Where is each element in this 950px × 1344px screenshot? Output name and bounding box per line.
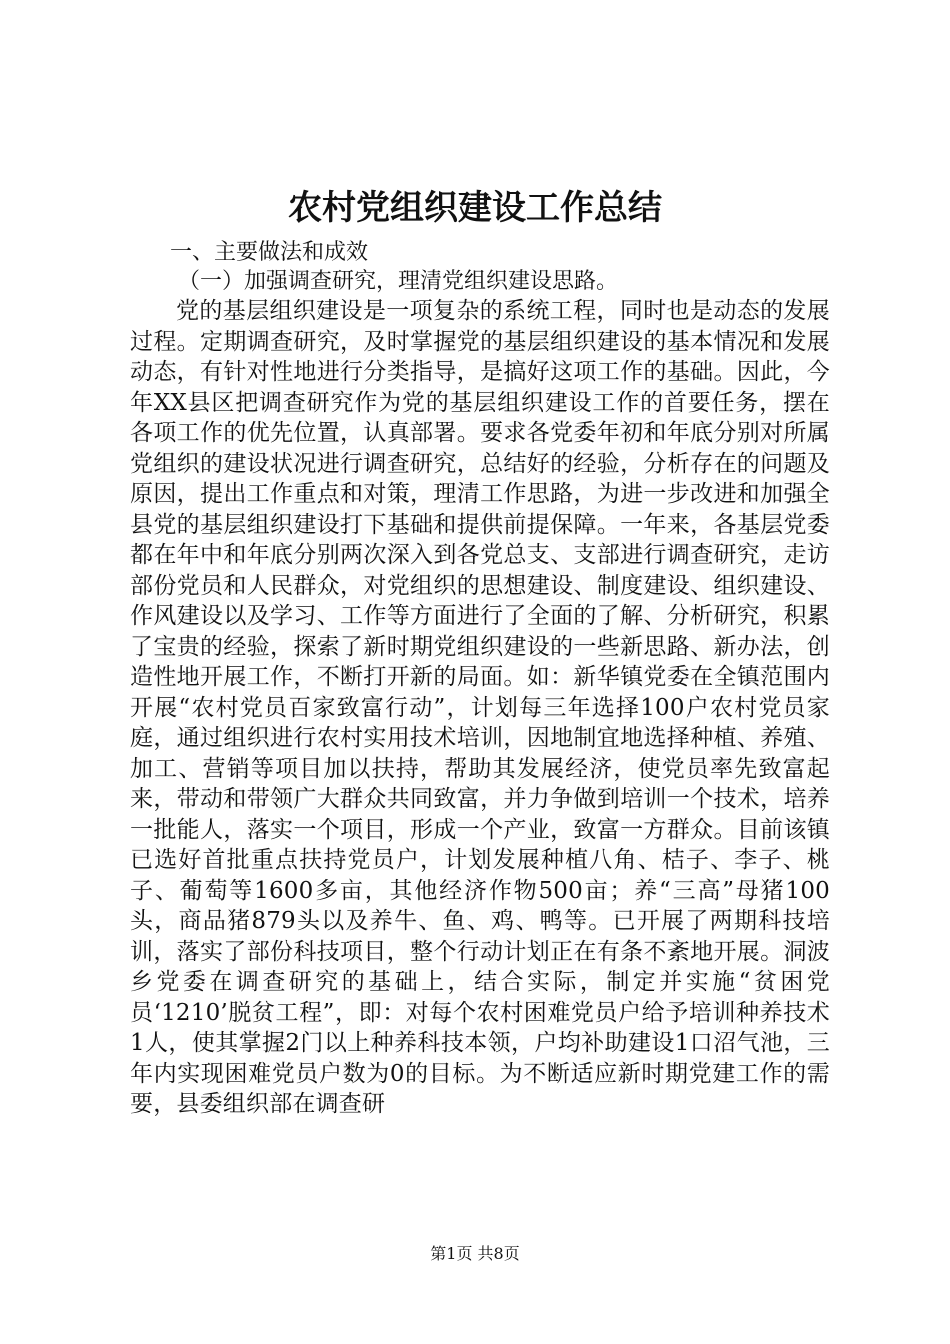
- subsection-heading: （一）加强调查研究，理清党组织建设思路。: [178, 269, 619, 294]
- section-heading: 一、主要做法和成效: [170, 240, 369, 265]
- page-indicator: 第1页 共8页: [430, 1244, 520, 1263]
- document-title: 农村党组织建设工作总结: [288, 188, 662, 228]
- body-paragraph: 党的基层组织建设是一项复杂的系统工程，同时也是动态的发展过程。定期调查研究，及时掌握党的基层组织建设的基本情况和发展动态，有针对性地进行分类指导，是搞好这项工作的基础。因此，今年XX县区把调查研究作为党的基层组织建设工作的首要任务，摆在各项工作的优先位置，认真部署。要求各党委年初和年底分别对所属党组织的建设状况进行调查研究，总结好的经验，分析存在的问题及原因，提出工作重点和对策，理清工作思路，为进一步改进和加强全县党的基层组织建设打下基础和提供前提保障。一年来，各基层党委都在年中和年底分别两次深入到各党总支、支部进行调查研究，走访部份党员和人民群众，对党组织的思想建设、制度建设、组织建设、作风建设以及学习、工作等方面进行了全面的了解、分析研究，积累了宝贵的经验，探索了新时期党组织建设的一些新思路、新办法，创造性地开展工作，不断打开新的局面。如：新华镇党委在全镇范围内开展“农村党员百家致富行动”，计划每三年选择100户农村党员家庭，通过组织进行农村实用技术培训，因地制宜地选择种植、养殖、加工、营销等项目加以扶持，帮助其发展经济，使党员率先致富起来，带动和带领广大群众共同致富，并力争做到培训一个技术，培养一批能人，落实一个项目，形成一个产业，致富一方群众。目前该镇已选好首批重点扶持党员户，计划发展种植八角、桔子、李子、桃子、葡萄等1600多亩，其他经济作物500亩；养“三高”母猪100头，商品猪879头以及养牛、鱼、鸡、鸭等。已开展了两期科技培训，落实了部份科技项目，整个行动计划正在有条不紊地开展。洞波乡党委在调查研究的基础上，结合实际，制定并实施“贫困党员‘1210’脱贫工程”，即：对每个农村困难党员户给予培训种养技术1人，使其掌握2门以上种养科技本领，户均补助建设1口沼气池，三年内实现困难党员户数为0的目标。为不断适应新时期党建工作的需要，县委组织部在调查研: [130, 298, 830, 1117]
